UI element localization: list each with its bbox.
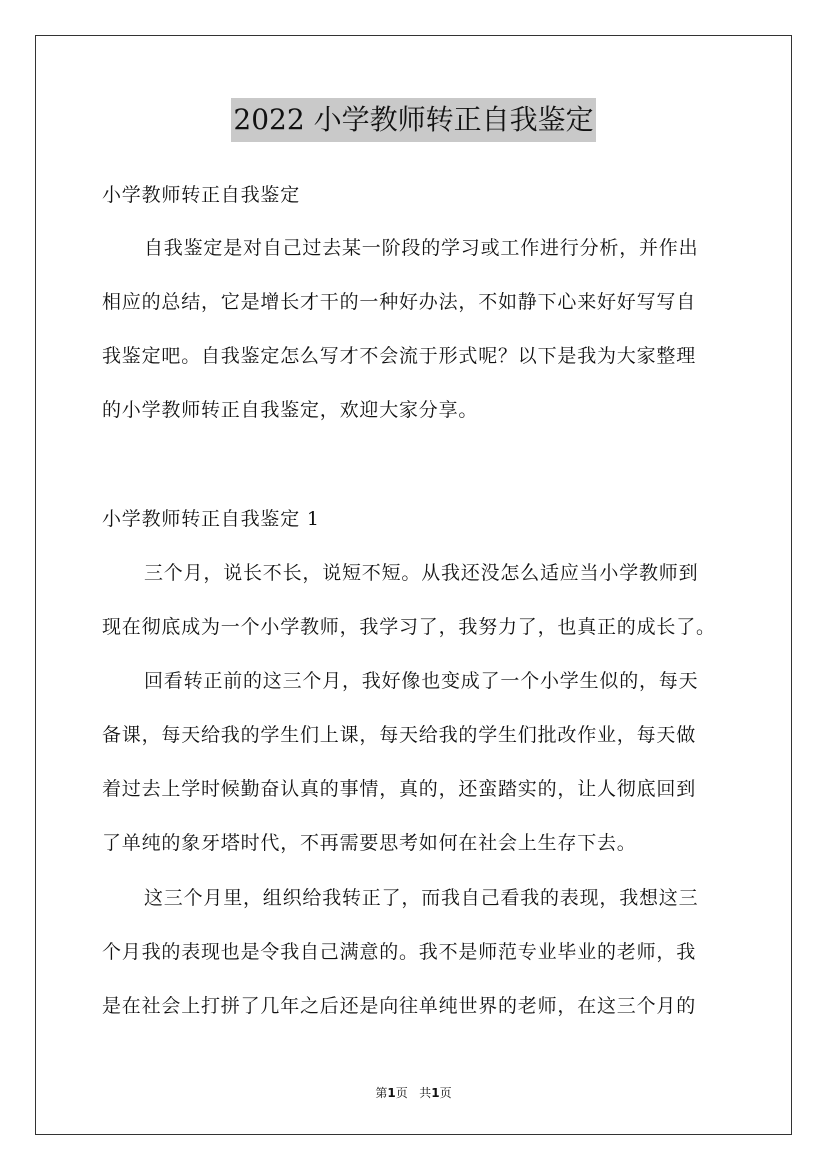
total-label-suffix: 页 <box>439 1086 452 1100</box>
title-container <box>0 98 827 142</box>
body-line-6: 了单纯的象牙塔时代，不再需要思考如何在社会上生存下去。 <box>102 832 637 854</box>
total-label-prefix: 共 <box>419 1086 432 1100</box>
intro-line-2: 相应的总结，它是增长才干的一种好办法，不如静下心来好好写写自 <box>102 291 697 313</box>
document-subtitle: 小学教师转正自我鉴定 <box>102 184 301 206</box>
intro-line-3: 我鉴定吧。自我鉴定怎么写才不会流于形式呢？以下是我为大家整理 <box>102 345 697 367</box>
body-line-9: 是在社会上打拼了几年之后还是向往单纯世界的老师，在这三个月的 <box>102 995 697 1017</box>
page-label-prefix: 第 <box>375 1086 388 1100</box>
body-line-2: 现在彻底成为一个小学教师，我学习了，我努力了，也真正的成长了。 <box>102 616 716 638</box>
section-heading: 小学教师转正自我鉴定 1 <box>102 508 320 530</box>
body-line-7: 这三个月里，组织给我转正了，而我自己看我的表现，我想这三 <box>144 887 699 909</box>
intro-line-1: 自我鉴定是对自己过去某一阶段的学习或工作进行分析，并作出 <box>144 237 699 259</box>
document-title: 2022 小学教师转正自我鉴定 <box>231 98 595 142</box>
body-line-8: 个月我的表现也是令我自己满意的。我不是师范专业毕业的老师，我 <box>102 941 697 963</box>
body-line-1: 三个月，说长不长，说短不短。从我还没怎么适应当小学教师到 <box>144 562 699 584</box>
page-label-suffix: 页 <box>395 1086 408 1100</box>
intro-line-4: 的小学教师转正自我鉴定，欢迎大家分享。 <box>102 399 479 421</box>
body-line-3: 回看转正前的这三个月，我好像也变成了一个小学生似的，每天 <box>144 670 699 692</box>
body-line-5: 着过去上学时候勤奋认真的事情，真的，还蛮踏实的，让人彻底回到 <box>102 778 697 800</box>
page-footer <box>0 1085 827 1101</box>
page-total: 1 <box>431 1086 440 1100</box>
body-line-4: 备课，每天给我的学生们上课，每天给我的学生们批改作业，每天做 <box>102 724 697 746</box>
page-current: 1 <box>387 1086 396 1100</box>
